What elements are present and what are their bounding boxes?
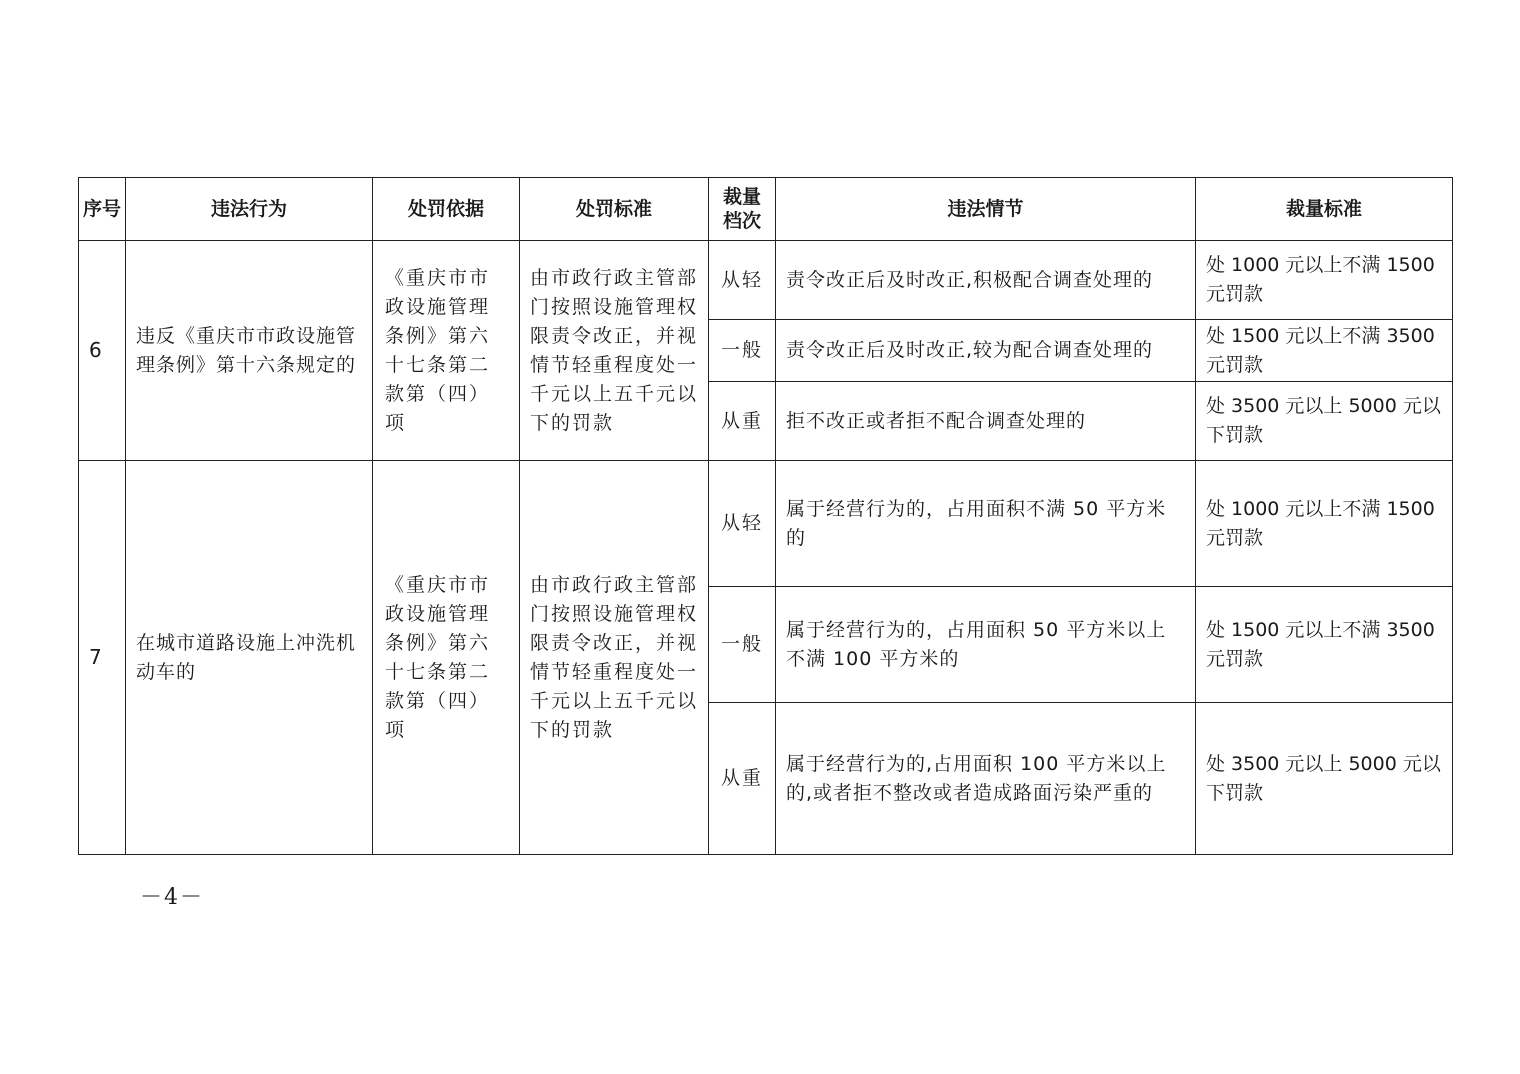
circumstance-text: 责令改正后及时改正,较为配合调查处理的 [776,320,1196,382]
penalty-basis: 《重庆市市政设施管理条例》第六十七条第二款第（四）项 [373,461,520,855]
table-header-row [79,178,1453,241]
page-number: －4－ [140,885,204,910]
discretion-text: 处 1500 元以上不满 3500 元罚款 [1196,587,1453,703]
header-circumstance: 违法情节 [776,178,1196,241]
circumstance-text: 属于经营行为的,占用面积 100 平方米以上的,或者拒不整改或者造成路面污染严重的 [776,703,1196,855]
penalty-standard: 由市政行政主管部门按照设施管理权限责令改正，并视情节轻重程度处一千元以上五千元以下的罚款 [520,241,709,461]
row-number: 7 [79,461,126,855]
violation-act: 在城市道路设施上冲洗机动车的 [126,461,373,855]
circumstance-text: 责令改正后及时改正,积极配合调查处理的 [776,241,1196,320]
level-label: 从轻 [709,241,776,320]
level-label: 从轻 [709,461,776,587]
header-basis: 处罚依据 [373,178,520,241]
discretion-text: 处 1000 元以上不满 1500 元罚款 [1196,461,1453,587]
row-number: 6 [79,241,126,461]
header-discretion: 裁量标准 [1196,178,1453,241]
header-standard: 处罚标准 [520,178,709,241]
table-row [79,461,1453,587]
penalty-standard: 由市政行政主管部门按照设施管理权限责令改正，并视情节轻重程度处一千元以上五千元以下的罚款 [520,461,709,855]
discretion-text: 处 1500 元以上不满 3500 元罚款 [1196,320,1453,382]
level-label: 从重 [709,382,776,461]
penalty-basis: 《重庆市市政设施管理条例》第六十七条第二款第（四）项 [373,241,520,461]
header-level [709,178,776,241]
discretion-table [78,177,1453,855]
header-act: 违法行为 [126,178,373,241]
level-label: 一般 [709,587,776,703]
header-level-text: 裁量档次 [722,186,761,232]
discretion-text: 处 3500 元以上 5000 元以下罚款 [1196,703,1453,855]
circumstance-text: 拒不改正或者拒不配合调查处理的 [776,382,1196,461]
table-row [79,241,1453,320]
level-label: 一般 [709,320,776,382]
discretion-text: 处 3500 元以上 5000 元以下罚款 [1196,382,1453,461]
circumstance-text: 属于经营行为的，占用面积 50 平方米以上不满 100 平方米的 [776,587,1196,703]
discretion-text: 处 1000 元以上不满 1500 元罚款 [1196,241,1453,320]
circumstance-text: 属于经营行为的，占用面积不满 50 平方米的 [776,461,1196,587]
header-no: 序号 [79,178,126,241]
level-label: 从重 [709,703,776,855]
violation-act: 违反《重庆市市政设施管理条例》第十六条规定的 [126,241,373,461]
